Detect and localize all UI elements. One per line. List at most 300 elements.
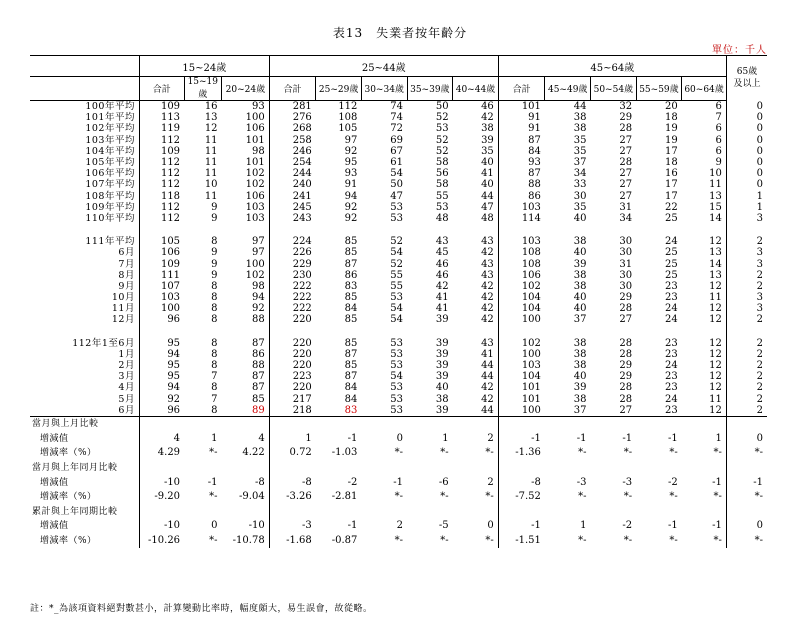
table-cell: 105 [139,236,184,247]
table-cell: 23 [665,292,678,304]
table-cell: 34 [619,212,633,224]
table-cell: 9 [211,247,218,259]
table-cell: 18 [665,157,678,169]
table-cell: 107 [139,281,184,292]
data-row [30,168,767,179]
data-row [30,258,767,269]
table-cell: 2 [487,432,494,444]
table-cell: 30 [619,247,633,259]
table-cell: 40 [573,247,587,259]
table-cell: 109 [139,101,184,113]
table-cell [222,461,270,476]
table-cell: 12 [709,303,722,315]
table-cell: 16 [665,168,678,180]
table-cell: 244 [269,168,316,179]
table-cell: -1 [207,476,218,488]
table-cell: 13 [709,269,722,281]
table-cell: -1 [393,476,404,488]
table-cell: 23 [636,405,682,417]
table-cell: 12 [709,348,722,360]
table-cell: 103 [139,292,184,303]
table-cell: 28 [619,348,633,360]
table-cell: 39 [573,382,587,394]
table-cell: *- [440,491,449,503]
table-cell: 86 [498,191,545,202]
table-cell: 11 [709,292,722,304]
table-cell [636,504,682,519]
table-cell: 113 [139,112,184,123]
table-cell [316,461,362,476]
table-cell: -1.51 [498,534,545,549]
table-cell: 112 [139,179,184,190]
table-cell: 28 [619,123,633,135]
table-cell [222,416,270,431]
table-cell [269,416,316,431]
table-cell: 1 [269,431,316,446]
table-cell: 53 [390,393,404,405]
row-label: 11月 [111,303,135,315]
table-cell: 67 [390,145,404,157]
table-cell [636,461,682,476]
table-cell: 106 [245,123,265,135]
data-row [30,281,767,292]
table-cell: 40 [435,382,449,394]
table-cell: 34 [573,168,587,180]
row-label: 112年1至6月 [72,337,135,349]
table-cell: 95 [139,360,184,371]
table-cell: 37 [545,405,591,417]
table-cell [316,504,362,519]
table-cell: 86 [344,269,358,281]
table-cell: -1.36 [498,446,545,461]
table-cell: 41 [481,168,494,180]
group-25-44: 25~44歲 [269,56,498,77]
table-cell: 4 [258,432,265,444]
table-cell [682,416,727,431]
table-cell: 245 [269,202,316,213]
table-cell: 222 [269,292,316,303]
table-cell: 224 [269,236,316,247]
table-cell: 85 [344,360,358,372]
table-cell: 27 [619,145,633,157]
table-cell: 35 [573,201,587,213]
data-row [30,191,767,202]
table-cell: 222 [269,281,316,292]
table-cell: 24 [665,360,678,372]
table-cell: 54 [390,168,404,180]
table-cell: 1 [715,432,722,444]
table-cell: 1 [580,520,587,532]
table-cell: 240 [269,179,316,190]
data-row [30,303,767,314]
spacer-row [30,224,767,236]
table-cell: 84 [344,382,358,394]
group-65-plus-label: 65歲 及以上 [733,67,761,90]
table-cell: -9.04 [239,491,265,503]
data-row [30,405,767,417]
table-cell: 54 [390,314,404,326]
table-cell: 3 [726,213,767,224]
table-cell [361,504,407,519]
table-cell: 100 [139,303,184,314]
table-cell: 86 [251,348,265,360]
table-cell: 104 [498,292,545,303]
table-cell: 0 [396,432,404,444]
table-cell: 72 [390,123,404,135]
table-cell: 6 [715,134,722,146]
table-cell: 28 [619,337,633,349]
table-cell: 48 [435,212,449,224]
group-45-64: 45~64歲 [498,56,726,77]
table-cell: 15 [709,201,722,213]
table-cell: 50 [435,101,449,113]
table-cell: 27 [591,405,637,417]
table-cell: 108 [338,112,358,124]
table-cell: 97 [251,247,265,259]
table-cell: 97 [251,236,265,248]
table-cell: 54 [390,371,404,383]
row-label: 增減值 [40,433,69,444]
table-cell: 106 [139,247,184,258]
table-cell: 55 [390,280,404,292]
table-cell: 87 [344,258,358,270]
table-cell [498,461,545,476]
table-cell: 6 [715,101,722,113]
table-cell [184,461,222,476]
row-label: 5月 [118,393,135,405]
table-cell: 1 [211,432,218,444]
table-cell: 52 [390,258,404,270]
table-cell: 61 [390,157,404,169]
table-cell: 2 [396,520,404,532]
table-cell: 39 [573,258,587,270]
table-cell [726,504,767,519]
table-cell: -2 [667,476,678,488]
table-cell: 11 [204,134,218,146]
table-cell [316,416,362,431]
table-cell: 7 [715,112,722,124]
data-row [30,179,767,190]
table-cell: 50 [390,179,404,191]
table-cell: 39 [435,360,449,372]
group-15-24: 15~24歲 [139,56,269,77]
column-header: 40~44歲 [453,77,499,101]
table-cell: 53 [361,405,407,417]
table-cell: 91 [498,123,545,134]
table-cell: 106 [498,270,545,281]
row-label: 增減率（%） [40,448,97,459]
table-cell: -3 [269,519,316,534]
table-cell: 9 [211,201,218,213]
table-cell: 27 [619,134,633,146]
table-cell: 53 [390,360,404,372]
table-cell: 8 [211,314,218,326]
table-cell: 109 [139,258,184,269]
row-label: 當月與上月比較 [32,419,99,430]
table-cell: *- [623,534,633,546]
table-cell: 96 [139,314,184,325]
table-cell: 103 [245,212,265,224]
data-row [30,123,767,134]
table-cell: 55 [435,190,449,202]
table-cell: 87 [498,168,545,179]
table-cell: *- [394,491,404,503]
table-cell: 104 [498,371,545,382]
table-cell: 9 [211,258,218,270]
table-cell: 28 [619,303,633,315]
table-cell: -10.78 [232,534,265,546]
table-cell: 94 [344,190,358,202]
table-cell: 58 [435,157,449,169]
table-cell: 88 [251,314,265,326]
table-cell [453,416,499,431]
table-cell: 38 [573,123,587,135]
table-cell: 109 [139,146,184,157]
table-cell [184,504,222,519]
table-cell: 52 [435,145,449,157]
table-cell: 95 [139,371,184,382]
table-cell: 276 [269,112,316,123]
table-cell: 2 [726,270,767,281]
table-cell: 12 [682,405,727,417]
table-cell: 2 [726,371,767,382]
table-cell: 92 [251,303,265,315]
table-cell: 2 [726,394,767,405]
table-cell: 258 [269,135,316,146]
table-cell: 45 [435,247,449,259]
table-cell: 112 [139,213,184,224]
table-cell: 268 [269,123,316,134]
table-cell: 93 [344,168,358,180]
table-cell: -9.20 [139,490,184,505]
table-cell: 0 [726,431,767,446]
row-label: 106年平均 [85,168,135,180]
table-cell: 8 [211,348,218,360]
table-cell: 94 [139,382,184,393]
table-cell: 103 [245,201,265,213]
table-cell: 2 [726,236,767,247]
table-cell: 46 [481,101,494,113]
table-cell: 11 [204,168,218,180]
table-cell: 35 [573,145,587,157]
table-cell: 0 [726,168,767,179]
table-cell: 4 [139,431,184,446]
column-header: 合計 [139,77,184,101]
table-cell [726,416,767,431]
table-cell: 0 [211,520,218,532]
table-cell [545,416,591,431]
data-row [30,247,767,258]
table-cell [545,461,591,476]
table-title: 表13 失業者按年齡分 [332,26,468,40]
table-cell: 96 [139,405,184,417]
table-cell: 41 [435,292,449,304]
table-cell: *- [578,447,587,459]
column-header: 60~64歲 [682,77,727,101]
table-cell: 95 [344,157,358,169]
table-cell: 47 [481,201,494,213]
table-cell: 87 [251,371,265,383]
table-cell: 43 [435,236,449,248]
column-header: 合計 [498,77,545,101]
table-cell: *- [726,446,767,461]
table-cell: 23 [665,280,678,292]
table-cell: 220 [269,382,316,393]
table-cell: 13 [204,112,218,124]
data-row [30,314,767,325]
column-header: 合計 [269,77,316,101]
row-label: 7月 [118,258,135,270]
table-cell: *- [623,491,633,503]
row-label: 6月 [118,247,135,259]
table-cell: 58 [435,179,449,191]
table-cell [682,504,727,519]
table-cell: 8 [211,382,218,394]
table-cell: *- [485,491,494,503]
data-row [30,382,767,393]
data-row [30,371,767,382]
table-cell: 220 [269,314,316,325]
table-cell: -1 [726,475,767,490]
table-cell: 46 [435,269,449,281]
table-cell: 8 [211,360,218,372]
table-cell: 14 [709,212,722,224]
table-cell: 2 [726,281,767,292]
table-cell: 100 [245,258,265,270]
table-cell: 11 [204,190,218,202]
table-cell: 0.72 [269,446,316,461]
table-cell: 102 [245,179,265,191]
table-cell: 0 [726,179,767,190]
unit-label: 單位：千人 [712,45,767,56]
table-cell: -3 [576,476,587,488]
table-cell: 42 [481,314,494,326]
data-row [30,292,767,303]
table-cell: -3 [622,476,633,488]
table-cell: 2 [487,476,494,488]
row-label: 8月 [118,269,135,281]
table-cell: 54 [390,247,404,259]
table-cell: 38 [573,236,587,248]
table-cell: *- [726,534,767,549]
table-cell: 43 [481,337,494,349]
table-cell: 44 [481,371,494,383]
row-label: 105年平均 [85,157,135,169]
table-cell: 11 [709,393,722,405]
table-cell: 56 [435,168,449,180]
group-65-plus [726,56,767,101]
table-cell [498,504,545,519]
table-cell: 3 [726,303,767,314]
table-cell: 243 [269,213,316,224]
table-cell [139,504,184,519]
column-header: 55~59歲 [636,77,682,101]
table-cell: 9 [211,212,218,224]
table-cell: 100 [245,112,265,124]
table-cell: 3 [726,258,767,269]
row-label: 111年平均 [85,236,135,248]
data-row [30,236,767,247]
table-cell: *- [394,447,404,459]
table-cell: *- [578,491,587,503]
table-body [30,101,767,549]
table-cell: 19 [665,134,678,146]
row-label: 102年平均 [85,123,135,135]
table-cell [726,461,767,476]
table-cell: 37 [573,314,587,326]
table-cell: 30 [619,269,633,281]
table-cell: 39 [435,337,449,349]
table-cell: 53 [435,123,449,135]
table-cell: 12 [709,337,722,349]
table-cell: 92 [344,201,358,213]
data-row [30,135,767,146]
comparison-row [30,461,767,476]
table-cell: 1 [726,202,767,213]
table-cell: 101 [498,101,545,113]
table-cell: 0 [726,135,767,146]
table-cell: 241 [269,191,316,202]
table-cell: -2 [622,520,633,532]
row-label: 累計與上年同期比較 [32,506,118,517]
table-cell: 46 [435,258,449,270]
table-cell: *- [485,447,494,459]
table-cell: 0 [726,157,767,168]
table-cell: 118 [139,191,184,202]
table-cell: 85 [344,292,358,304]
table-cell: 102 [498,338,545,349]
table-cell: 42 [481,382,494,394]
table-cell: *- [713,491,722,503]
table-cell [361,416,407,431]
table-cell: 40 [573,303,587,315]
table-cell: -1.68 [269,534,316,549]
table-cell: 2 [726,338,767,349]
comparison-row [30,446,767,461]
table-cell: 87 [251,337,265,349]
table-cell: 0 [487,520,494,532]
table-cell: 101 [498,394,545,405]
table-cell: -1 [347,520,358,532]
table-cell: 69 [390,134,404,146]
table-cell: -0.87 [331,534,358,546]
table-cell [453,504,499,519]
table-cell: *- [669,534,678,546]
row-label: 增減率（%） [40,535,97,546]
table-cell: 44 [481,360,494,372]
table-cell: 8 [211,292,218,304]
table-cell: -8 [498,475,545,490]
table-cell: -1 [712,520,722,532]
table-cell: 112 [139,135,184,146]
table-cell: 29 [619,371,633,383]
table-cell: 4.29 [139,446,184,461]
table-cell: 29 [619,360,633,372]
table-cell: 0 [726,519,767,534]
table-cell: 31 [619,201,633,213]
table-cell: 8 [184,405,222,417]
table-cell: 84 [344,303,358,315]
table-cell: -1 [498,519,545,534]
table-cell: *- [440,534,449,546]
table-cell: 19 [665,123,678,135]
data-row [30,112,767,123]
table-cell: 40 [573,371,587,383]
table-cell: 230 [269,270,316,281]
table-cell: 23 [665,382,678,394]
footnote: 註：*_為該項資料絕對數甚小，計算變動比率時，幅度頗大，易生誤會，故從略。 [30,604,373,614]
table-cell: 40 [481,179,494,191]
